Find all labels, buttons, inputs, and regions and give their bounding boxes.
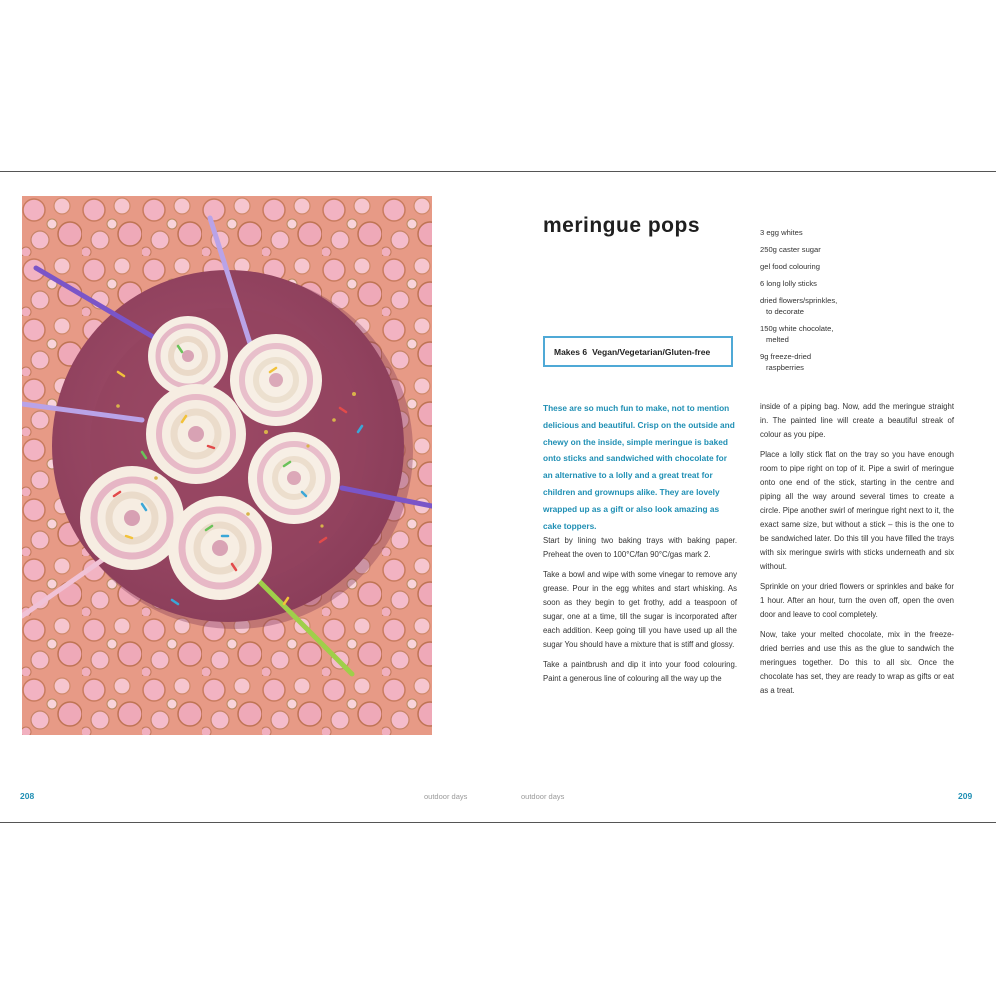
ingredient-item: dried flowers/sprinkles, to decorate <box>760 296 838 316</box>
page-number-left: 208 <box>20 791 35 801</box>
ingredient-item: 9g freeze-dried raspberries <box>760 352 812 372</box>
recipe-title: meringue pops <box>543 214 701 237</box>
yield-label: Makes 6 <box>554 346 588 357</box>
ingredient-list <box>760 227 870 379</box>
bottom-edge-rule <box>0 822 996 823</box>
yield-box <box>543 336 733 367</box>
method-paragraph: Take a paintbrush and dip it into your food colouring. Paint a generous line of colouring all the way up the <box>543 660 737 683</box>
method-paragraph: Sprinkle on your dried flowers or sprinkles and bake for 1 hour. After an hour, turn the oven off, open the oven door and leave to cool completely. <box>760 582 954 619</box>
method-paragraph: Place a lolly stick flat on the tray so you have enough room to pipe right on top of it. Pipe a swirl of meringue onto one end of the stick, starting in the centre and piping all the way around several times to create a circle. Pipe another swirl of meringue right next to it, the exact same size, but without a stick – this is the one to be sandwiched later. Do this till you have filled the trays with six meringue swirls with sticks underneath and six without. <box>760 450 954 571</box>
running-head-right: outdoor days <box>521 792 565 801</box>
method-paragraph: Take a bowl and wipe with some vinegar to remove any grease. Pour in the egg whites and start whisking. As soon as they begin to get frothy, add a teaspoon of sugar, one at a time, till the sugar is incorporated after each addition. Keep going till you have used up all the sugar You should have a mixture that is stiff and glossy. <box>543 570 737 649</box>
recipe-intro: These are so much fun to make, not to mention delicious and beautiful. Crisp on the outside and chewy on the inside, simple meringue is baked onto sticks and sandwiched with chocolate for an alternative to a lolly and a great treat for children and grownups alike. They are lovely wrapped up as a gift or also look amazing as cake toppers. <box>543 403 735 531</box>
ingredient-item: 250g caster sugar <box>760 245 821 254</box>
ingredient-item: gel food colouring <box>760 262 820 271</box>
method-paragraph: Now, take your melted chocolate, mix in the freeze-dried berries and use this as the glue to sandwich the meringues together. Do this to all six. Once the chocolate has set, they are ready to wrap as gifts or eat as a treat. <box>760 630 954 695</box>
method-paragraph: inside of a piping bag. Now, add the meringue straight in. The painted line will create a beautiful streak of colour as you pipe. <box>760 402 954 439</box>
top-edge-rule <box>0 171 996 172</box>
ingredient-item: 6 long lolly sticks <box>760 279 817 288</box>
running-head-left: outdoor days <box>424 792 468 801</box>
diet-label: Vegan/Vegetarian/Gluten-free <box>592 346 711 357</box>
ingredient-item: 3 egg whites <box>760 228 803 237</box>
page-number-right: 209 <box>958 791 973 801</box>
recipe-photo <box>22 196 432 735</box>
method-column-left <box>543 534 737 692</box>
method-column-right <box>760 400 954 704</box>
method-paragraph: Start by lining two baking trays with baking paper. Preheat the oven to 100°C/fan 90°C/gas mark 2. <box>543 536 737 559</box>
ingredient-item: 150g white chocolate, melted <box>760 324 834 344</box>
